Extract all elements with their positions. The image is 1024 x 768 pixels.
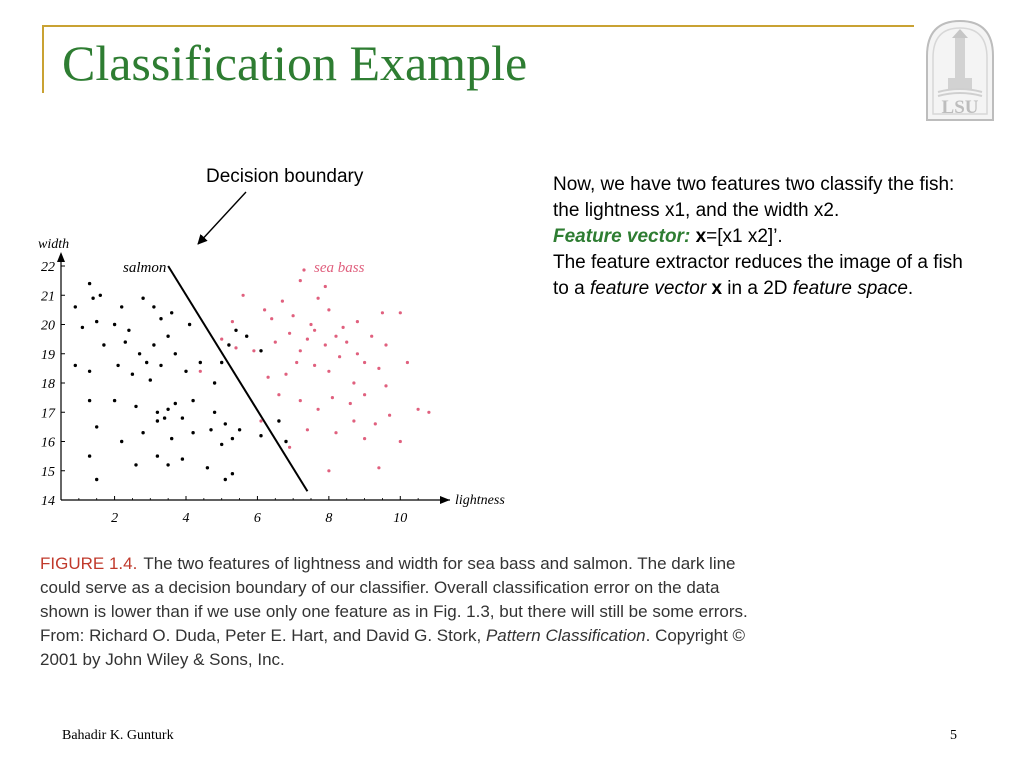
- salmon-point: [91, 297, 94, 300]
- page-number: 5: [950, 728, 957, 743]
- boundary-pointer-arrow: [198, 192, 246, 244]
- salmon-point: [127, 329, 130, 332]
- sea-bass-point: [388, 414, 391, 417]
- feature-space-term: feature space: [792, 278, 908, 299]
- salmon-point: [152, 343, 155, 346]
- salmon-point: [220, 443, 223, 446]
- salmon-point: [174, 352, 177, 355]
- sea-bass-point: [288, 332, 291, 335]
- salmon-point: [81, 326, 84, 329]
- salmon-point: [206, 466, 209, 469]
- sea-bass-point: [263, 308, 266, 311]
- sea-bass-point: [334, 335, 337, 338]
- sea-bass-point: [281, 300, 284, 303]
- salmon-point: [113, 323, 116, 326]
- sea-bass-point: [252, 349, 255, 352]
- salmon-point: [134, 463, 137, 466]
- salmon-point: [199, 361, 202, 364]
- sea-bass-point: [231, 320, 234, 323]
- caption-book-title: Pattern Classification: [485, 626, 646, 645]
- salmon-point: [231, 472, 234, 475]
- salmon-point: [156, 411, 159, 414]
- salmon-point: [259, 434, 262, 437]
- sea-bass-point: [374, 422, 377, 425]
- salmon-point: [213, 381, 216, 384]
- y-tick-label: 17: [41, 406, 55, 422]
- sea-bass-point: [288, 446, 291, 449]
- explanation-line-1: Now, we have two features two classify the fish: the lightness x1, and the width x2.: [553, 174, 955, 221]
- salmon-point: [231, 437, 234, 440]
- salmon-point: [191, 431, 194, 434]
- sea-bass-point: [259, 419, 262, 422]
- y-tick-label: 19: [41, 347, 55, 363]
- salmon-point: [209, 428, 212, 431]
- y-tick-label: 20: [41, 318, 55, 334]
- sea-bass-point: [370, 335, 373, 338]
- salmon-point: [141, 431, 144, 434]
- salmon-point: [224, 422, 227, 425]
- sea-bass-point: [427, 411, 430, 414]
- sea-bass-point: [363, 361, 366, 364]
- x-axis-label: lightness: [455, 493, 505, 508]
- salmon-point: [152, 305, 155, 308]
- sea-bass-point: [234, 346, 237, 349]
- salmon-point: [138, 352, 141, 355]
- sea-bass-point: [384, 343, 387, 346]
- salmon-point: [120, 305, 123, 308]
- salmon-point: [156, 454, 159, 457]
- sea-bass-point: [356, 352, 359, 355]
- footer-author: Bahadir K. Gunturk: [62, 728, 174, 743]
- salmon-point: [166, 463, 169, 466]
- sea-bass-point: [267, 376, 270, 379]
- sea-bass-point: [352, 419, 355, 422]
- salmon-point: [149, 378, 152, 381]
- salmon-point: [99, 294, 102, 297]
- title-rule-left: [42, 25, 44, 93]
- feature-vector-symbol: x: [695, 226, 707, 247]
- salmon-point: [170, 437, 173, 440]
- salmon-point: [156, 419, 159, 422]
- sea-bass-point: [381, 311, 384, 314]
- sea-bass-point: [284, 373, 287, 376]
- sea-bass-point: [356, 320, 359, 323]
- salmon-point: [181, 416, 184, 419]
- x-tick-label: 2: [111, 511, 119, 526]
- salmon-point: [166, 335, 169, 338]
- sea-bass-point: [270, 317, 273, 320]
- x-tick-label: 4: [182, 511, 190, 526]
- x-tick-label: 10: [393, 511, 408, 526]
- sea-bass-point: [399, 311, 402, 314]
- sea-bass-point: [377, 367, 380, 370]
- y-axis-label: width: [38, 237, 70, 252]
- figure-label: FIGURE 1.4.: [40, 554, 138, 573]
- scatter-chart: [28, 186, 528, 530]
- salmon-point: [227, 343, 230, 346]
- logo-text: LSU: [941, 97, 979, 118]
- x-tick-label: 6: [253, 511, 261, 526]
- salmon-point: [88, 399, 91, 402]
- explanation-text-part: .: [907, 278, 914, 299]
- slide-title: Classification Example: [62, 35, 528, 91]
- sea-bass-point: [299, 279, 302, 282]
- explanation-text: [553, 172, 973, 302]
- salmon-point: [213, 411, 216, 414]
- y-tick-label: 16: [41, 435, 55, 451]
- figure-caption: [40, 552, 760, 672]
- salmon-point: [131, 373, 134, 376]
- sea-bass-point: [327, 469, 330, 472]
- salmon-point: [259, 349, 262, 352]
- sea-bass-point: [277, 393, 280, 396]
- sea-bass-point: [417, 408, 420, 411]
- sea-bass-point: [384, 384, 387, 387]
- salmon-point: [181, 457, 184, 460]
- salmon-point: [234, 329, 237, 332]
- salmon-point: [88, 370, 91, 373]
- sea-bass-point: [306, 338, 309, 341]
- sea-bass-point: [349, 402, 352, 405]
- salmon-point: [284, 440, 287, 443]
- sea-bass-point: [324, 285, 327, 288]
- sea-bass-point: [363, 393, 366, 396]
- sea-bass-point: [352, 381, 355, 384]
- salmon-point: [124, 340, 127, 343]
- salmon-point: [95, 320, 98, 323]
- sea-bass-point: [331, 396, 334, 399]
- sea-bass-point: [292, 314, 295, 317]
- salmon-point: [170, 311, 173, 314]
- salmon-point: [88, 282, 91, 285]
- salmon-point: [159, 317, 162, 320]
- salmon-point: [184, 370, 187, 373]
- salmon-point: [102, 343, 105, 346]
- sea-bass-point: [324, 343, 327, 346]
- legend-salmon: salmon: [123, 260, 167, 276]
- salmon-point: [159, 364, 162, 367]
- salmon-point: [116, 364, 119, 367]
- decision-boundary-label: Decision boundary: [206, 166, 364, 187]
- explanation-text-part: The feature extractor reduces the image of a fish to a: [553, 252, 963, 299]
- title-rule-top: [42, 25, 914, 27]
- lsu-logo: [924, 18, 996, 122]
- y-tick-label: 21: [41, 289, 55, 305]
- feature-vector-label: Feature vector:: [553, 226, 691, 247]
- sea-bass-point: [363, 437, 366, 440]
- y-axis-arrowhead: [57, 252, 65, 262]
- sea-bass-point: [309, 323, 312, 326]
- legend-sea-bass-marker: [302, 268, 305, 271]
- caption-copyright: . Copyright © 2001 by John Wiley & Sons, Inc.: [40, 626, 746, 669]
- sea-bass-point: [299, 399, 302, 402]
- salmon-point: [134, 405, 137, 408]
- sea-bass-point: [274, 341, 277, 344]
- explanation-text-part: in a 2D: [722, 278, 793, 299]
- salmon-point: [238, 428, 241, 431]
- legend-sea-bass: sea bass: [314, 260, 365, 276]
- salmon-point: [74, 364, 77, 367]
- salmon-point: [145, 361, 148, 364]
- salmon-point: [163, 416, 166, 419]
- salmon-point: [188, 323, 191, 326]
- salmon-point: [224, 478, 227, 481]
- feature-vector-definition: =[x1 x2]’.: [706, 226, 783, 247]
- y-tick-label: 14: [41, 494, 55, 509]
- sea-bass-point: [327, 370, 330, 373]
- salmon-point: [95, 425, 98, 428]
- feature-vector-term: feature vector: [589, 278, 707, 299]
- y-tick-label: 22: [41, 260, 55, 275]
- salmon-point: [113, 399, 116, 402]
- salmon-point: [141, 297, 144, 300]
- salmon-point: [74, 305, 77, 308]
- x-tick-label: 8: [325, 511, 333, 526]
- salmon-point: [191, 399, 194, 402]
- y-tick-label: 15: [41, 464, 55, 480]
- salmon-point: [88, 454, 91, 457]
- feature-vector-line: [553, 224, 973, 250]
- sea-bass-point: [306, 428, 309, 431]
- caption-text: The two features of lightness and width for sea bass and salmon. The dark line could serve as a decision boundary of our classifier. Overall classification error on the data shown is lower than if we use only one feature as in Fig. 1.3, but there will still be some errors. From: Richard O. Duda, Peter E. Hart, and David G. Stork,: [40, 554, 748, 645]
- salmon-point: [277, 419, 280, 422]
- sea-bass-point: [242, 294, 245, 297]
- sea-bass-point: [345, 341, 348, 344]
- sea-bass-point: [220, 338, 223, 341]
- sea-bass-point: [342, 326, 345, 329]
- sea-bass-point: [317, 297, 320, 300]
- x-axis-arrowhead: [440, 496, 450, 504]
- vector-x-symbol: x: [711, 278, 723, 299]
- sea-bass-point: [327, 308, 330, 311]
- salmon-point: [166, 408, 169, 411]
- salmon-point: [95, 478, 98, 481]
- sea-bass-point: [399, 440, 402, 443]
- sea-bass-point: [199, 370, 202, 373]
- salmon-point: [220, 361, 223, 364]
- sea-bass-point: [313, 364, 316, 367]
- y-tick-label: 18: [41, 377, 55, 392]
- decision-boundary-line: [168, 266, 307, 491]
- sea-bass-point: [313, 329, 316, 332]
- salmon-point: [174, 402, 177, 405]
- salmon-point: [120, 440, 123, 443]
- sea-bass-point: [338, 355, 341, 358]
- sea-bass-point: [377, 466, 380, 469]
- sea-bass-point: [299, 349, 302, 352]
- sea-bass-point: [334, 431, 337, 434]
- sea-bass-point: [406, 361, 409, 364]
- sea-bass-point: [317, 408, 320, 411]
- explanation-line-3: [553, 250, 973, 302]
- salmon-point: [245, 335, 248, 338]
- sea-bass-point: [295, 361, 298, 364]
